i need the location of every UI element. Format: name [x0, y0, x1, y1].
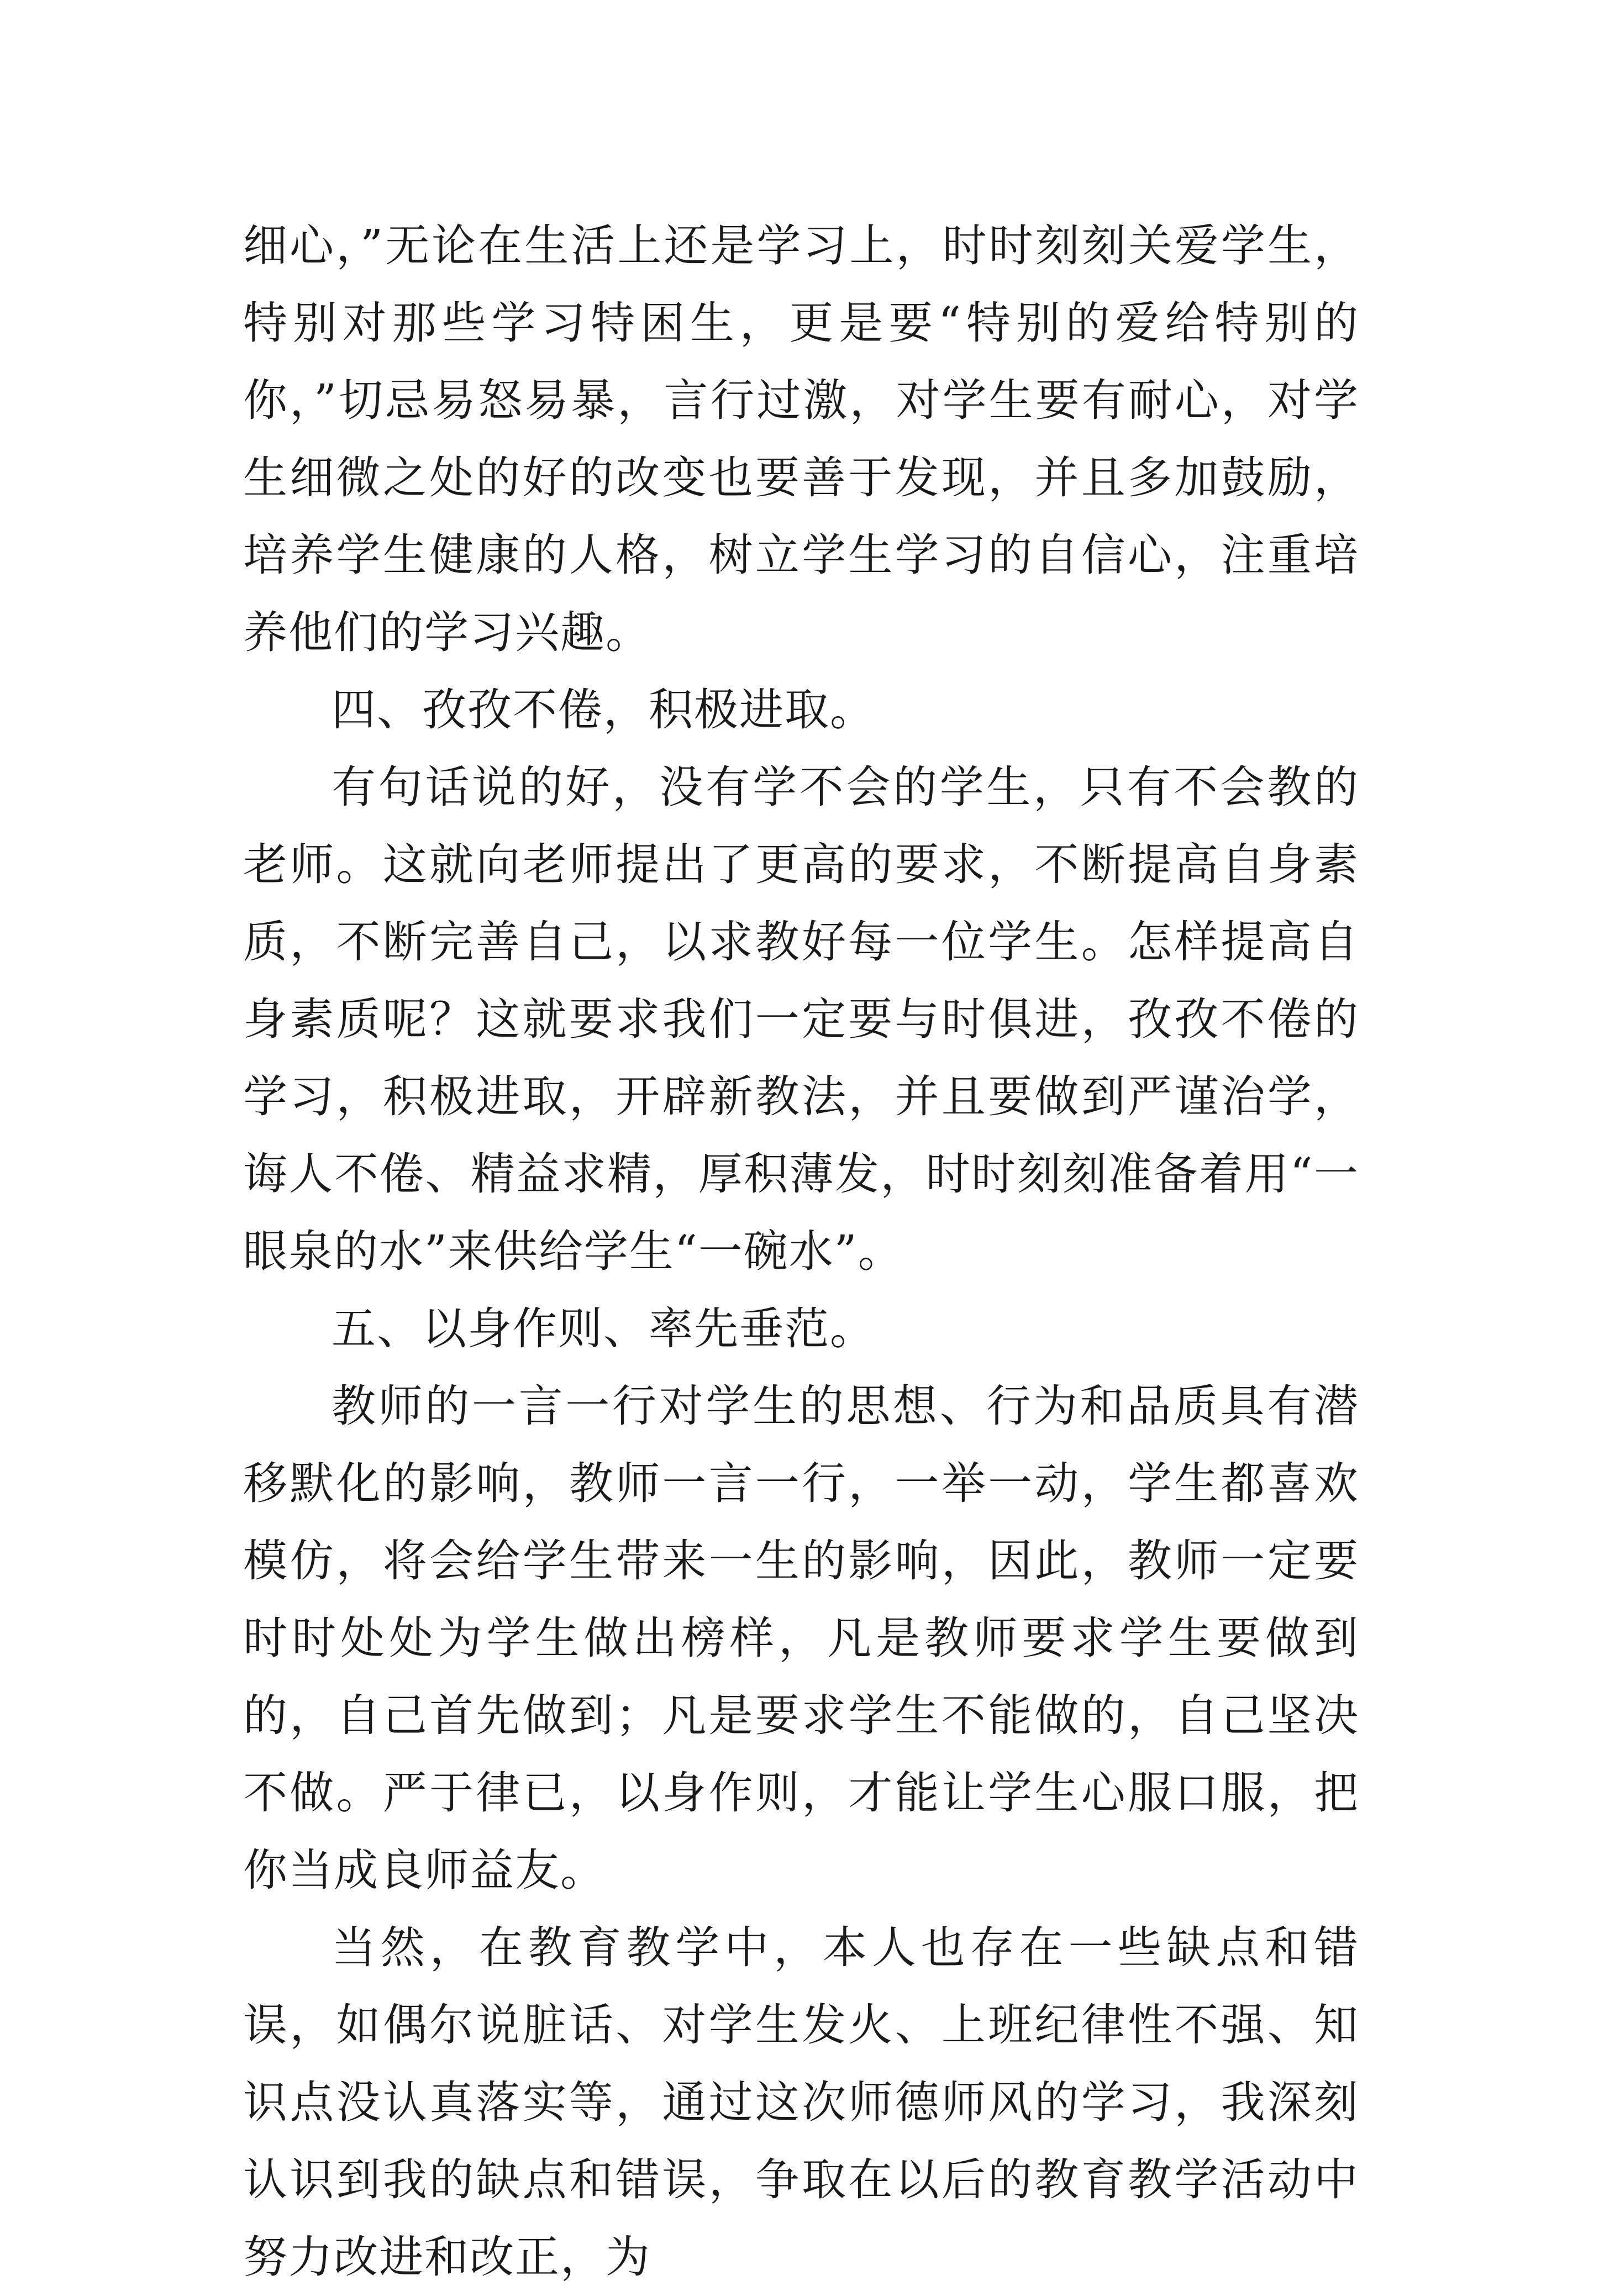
section-heading-5: 五、以身作则、率先垂范。	[332, 1303, 875, 1354]
document-body	[243, 207, 1359, 2296]
paragraph-continuation: 细心，”无论在生活上还是学习上，时时刻刻关爱学生，特别对那些学习特困生，更是要“特别的爱给特别的你，”切忌易怒易暴，言行过激，对学生要有耐心，对学生细微之处的好的改变也要善于发现，并且多加鼓励，培养学生健康的人格，树立学生学习的自信心，注重培养他们的学习兴趣。	[243, 220, 1359, 658]
paragraph: 有句话说的好，没有学不会的学生，只有不会教的老师。这就向老师提出了更高的要求，不断提高自身素质，不断完善自己，以求教好每一位学生。怎样提高自身素质呢？这就要求我们一定要与时俱进，孜孜不倦的学习，积极进取，开辟新教法，并且要做到严谨治学，诲人不倦、精益求精，厚积薄发，时时刻刻准备着用“一眼泉的水”来供给学生“一碗水”。	[243, 761, 1359, 1277]
paragraph: 当然，在教育教学中，本人也存在一些缺点和错误，如偶尔说脏话、对学生发火、上班纪律性不强、知识点没认真落实等，通过这次师德师风的学习，我深刻认识到我的缺点和错误，争取在以后的教育教学活动中努力改进和改正，为	[243, 1922, 1359, 2283]
section-heading-4: 四、孜孜不倦，积极进取。	[332, 684, 875, 735]
paragraph: 教师的一言一行对学生的思想、行为和品质具有潜移默化的影响，教师一言一行，一举一动，学生都喜欢模仿，将会给学生带来一生的影响，因此，教师一定要时时处处为学生做出榜样，凡是教师要求学生要做到的，自己首先做到；凡是要求学生不能做的，自己坚决不做。严于律已，以身作则，才能让学生心服口服，把你当成良师益友。	[243, 1380, 1359, 1896]
